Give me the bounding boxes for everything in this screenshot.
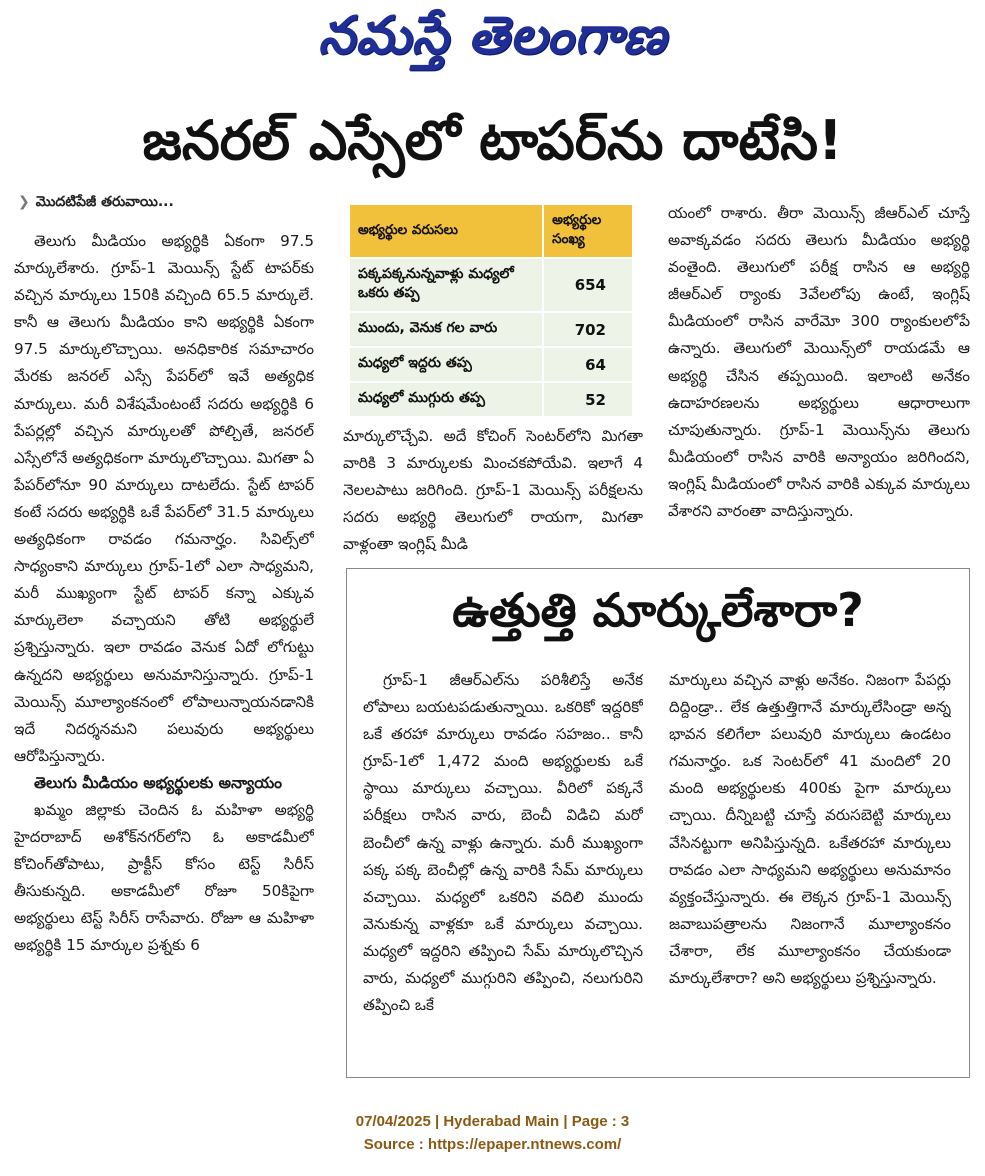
box-left-column <box>363 667 643 1067</box>
table-header: అభ్యర్థుల వరుసలు <box>349 204 543 258</box>
table-cell-value: 702 <box>543 312 633 347</box>
left-paragraph-2: ఖమ్మం జిల్లాకు చెందిన ఓ మహిళా అభ్యర్థి హైదరాబాద్ అశోక్‌నగర్‌లోని ఓ అకాడమీలో కోచింగ్‌తోపాటు, ప్రాక్టీస్ కోసం టెస్ట్ సిరీస్ తీసుకున్నది. అకాడమీలో రోజూ 50కిపైగా అభ్యర్థులు టెస్ట్ సిరీస్ రాసేవారు. రోజూ ఆ మహిళా అభ్యర్థికి 15 మార్కుల ప్రశ్నకు 6 <box>14 800 314 955</box>
box-right-paragraph: మార్కులు వచ్చిన వాళ్లు అనేకం. నిజంగా పేపర్లు దిద్దిండ్రా.. లేక ఉత్తుత్తిగానే మార్కులేసిండ్రా అన్న భావన కలిగేలా పలువురి మార్కులు ఉండటం గమనార్హం. ఒక సెంటర్‌లో 41 మందిలో 20 మంది అభ్యర్థులకు 400కు పైగా మార్కులు చ్చాయి. దీన్నిబట్టి చూస్తే వరుసబెట్టి మార్కులు వేసినట్టుగా అనిపిస్తున్నది. ఒకేతరహా మార్కులు రావడం ఎలా సాధ్యమని అభ్యర్థులు అనుమానం వ్యక్తంచేస్తున్నారు. ఈ లెక్కన గ్రూప్-1 మెయిన్స్ జవాబుపత్రాలను నిజంగానే మూల్యాంకనం చేశారా, లేక మూల్యాంకనం చేయకుండా మార్కులేశారా? అని అభ్యర్థులు ప్రశ్నిస్తున్నారు. <box>669 671 951 988</box>
page-footer <box>0 1110 985 1156</box>
table-row <box>349 347 633 382</box>
chevron-right-icon: ❯ <box>18 194 30 210</box>
left-paragraph-1: తెలుగు మీడియం అభ్యర్థికి ఏకంగా 97.5 మార్కులేశారు. గ్రూప్-1 మెయిన్స్ స్టేట్ టాపర్‌కు వచ్చిన మార్కులు 150కి వచ్చింది 65.5 మార్కులే. కానీ ఆ తెలుగు మీడియం కాని అభ్యర్థికి ఏకంగా 97.5 మార్కులొచ్చాయి. అనధికారిక సమాచారం మేరకు జనరల్ ఎస్సే పేపర్‌లో ఇవే అత్యధిక మార్కులు. మరీ విశేషమేంటంటే సదరు అభ్యర్థికి 6 పేపర్లల్లో వచ్చిన మార్కులతో పోల్చితే, జనరల్ ఎస్సేలోనే అత్యధికంగా మార్కులొచ్చాయి. మిగతా ఏ పేపర్‌లోనూ 90 మార్కులు దాటలేదు. స్టేట్ టాపర్ కంటే సదరు అభ్యర్థికి ఒకే పేపర్‌లో 31.5 మార్కులు అత్యధికంగా రావడం గమనార్హం. సివిల్స్‌లో సాధ్యంకాని మార్కులు గ్రూప్-1లో ఎలా సాధ్యమని, మరీ ముఖ్యంగా స్టేట్ టాపర్ కన్నా ఎక్కువ మార్కులెలా వచ్చాయని తోటి అభ్యర్థులే ప్రశ్నిస్తున్నారు. ఇలా రావడం వెనుక ఏదో లోగుట్టు ఉన్నదని అభ్యర్థులు అనుమానిస్తున్నారు. గ్రూప్-1 మెయిన్స్ మూల్యాంకనంలో లోపాలున్నాయనడానికి ఇదే నిదర్శనమని పలువురు అభ్యర్థులు ఆరోపిస్తున్నారు. <box>14 232 314 765</box>
headline: జనరల్ ఎస్సేలో టాపర్‌ను దాటేసి! <box>142 109 843 172</box>
masthead-logo <box>0 6 985 86</box>
box-title: ఉత్తుత్తి మార్కులేశారా? <box>452 583 864 637</box>
box-left-paragraph: గ్రూప్-1 జీఆర్‌ఎల్‌ను పరిశీలిస్తే అనేక లోపాలు బయటపడుతున్నాయి. ఒకరికో ఇద్దరికో ఒకే తరహా మార్కులు రావడం సహజం.. కానీ గ్రూప్-1లో 1,472 మంది అభ్యర్థులకు ఒకే స్థాయి మార్కులు వచ్చాయి. వీరిలో పక్కనే పరీక్షలు రాసిన వారు, బెంచీ విడిచి మరో బెంచీలో ఉన్న వాళ్లు ఉన్నారు. మరీ ముఖ్యంగా పక్క పక్క బెంచీల్లో ఉన్న వారికి సేమ్ మార్కులు వచ్చాయి. మధ్యలో ఒకరిని వదిలి ముందు వెనుకున్న వాళ్లకూ ఒకే మార్కులు వచ్చాయి. మధ్యలో ఇద్దరిని తప్పించి సేమ్ మార్కులొచ్చిన వారు, మధ్యలో ముగ్గురిని తప్పించి, నలుగురిని తప్పించి ఒకే <box>363 671 643 1015</box>
right-paragraph: యంలో రాశారు. తీరా మెయిన్స్ జీఆర్‌ఎల్ చూస్తే అవాక్కవడం సదరు తెలుగు మీడియం అభ్యర్థి వంతైంది. తెలుగులో పరీక్ష రాసిన ఆ అభ్యర్థి జీఆర్‌ఎల్ ర్యాంకు 3వేలలోపు ఉంటే, ఇంగ్లిష్ మీడియంలో రాసిన వారేమో 300 ర్యాంకులలోపే ఉన్నారు. తెలుగులో మెయిన్స్‌లో రాయడమే ఆ అభ్యర్థి చేసిన తప్పయింది. ఇలాంటి అనేకం ఉదాహరణలను అభ్యర్థులు ఆధారాలుగా చూపుతున్నారు. గ్రూప్-1 మెయిన్స్‌ను తెలుగు మీడియంలో రాసిన వారికి అన్యాయం జరిగిందని, ఇంగ్లిష్ మీడియంలో రాసిన వారికి ఎక్కువ మార్కులు వేశారని వారంతా వాదిస్తున్నారు. <box>668 204 970 521</box>
middle-paragraph: మార్కులొచ్చేవి. అదే కోచింగ్ సెంటర్‌లోని మిగతా వారికి 3 మార్కులకు మించకపోయేవి. ఇలాగే 4 నెలలపాటు జరిగింది. గ్రూప్-1 మెయిన్స్ పరీక్షలను సదరు అభ్యర్థి తెలుగులో రాయగా, మిగతా వాళ్లంతా ఇంగ్లిష్ మీడి <box>343 427 643 554</box>
table-header: అభ్యర్థుల సంఖ్య <box>543 204 633 258</box>
table-cell-label: మధ్యలో ముగ్గురు తప్ప <box>349 382 543 417</box>
table-cell-label: ముందు, వెనుక గల వారు <box>349 312 543 347</box>
section-subhead: తెలుగు మీడియం అభ్యర్థులకు అన్యాయం <box>34 773 283 792</box>
table-cell-value: 654 <box>543 258 633 312</box>
table-header-row <box>349 204 633 258</box>
table-cell-label: పక్కపక్కనున్నవాళ్లు మధ్యలో ఒకరు తప్ప <box>349 258 543 312</box>
continued-from-front-page <box>18 191 174 213</box>
boxed-article <box>346 568 970 1078</box>
table-row <box>349 258 633 312</box>
table-row <box>349 312 633 347</box>
right-column <box>668 200 970 560</box>
table-row <box>349 382 633 417</box>
candidates-table <box>348 203 634 418</box>
source-link: Source : https://epaper.ntnews.com/ <box>363 1136 622 1153</box>
table-cell-label: మధ్యలో ఇద్దరు తప్ప <box>349 347 543 382</box>
masthead-text: నమస్తే తెలంగాణ <box>318 6 667 66</box>
edition-info: 07/04/2025 | Hyderabad Main | Page : 3 <box>355 1113 630 1130</box>
left-column <box>14 228 314 1096</box>
box-right-column <box>669 667 951 1067</box>
middle-column <box>343 423 643 555</box>
table-cell-value: 64 <box>543 347 633 382</box>
table-cell-value: 52 <box>543 382 633 417</box>
kicker-text: మొదటిపేజీ తరువాయి... <box>35 194 174 210</box>
